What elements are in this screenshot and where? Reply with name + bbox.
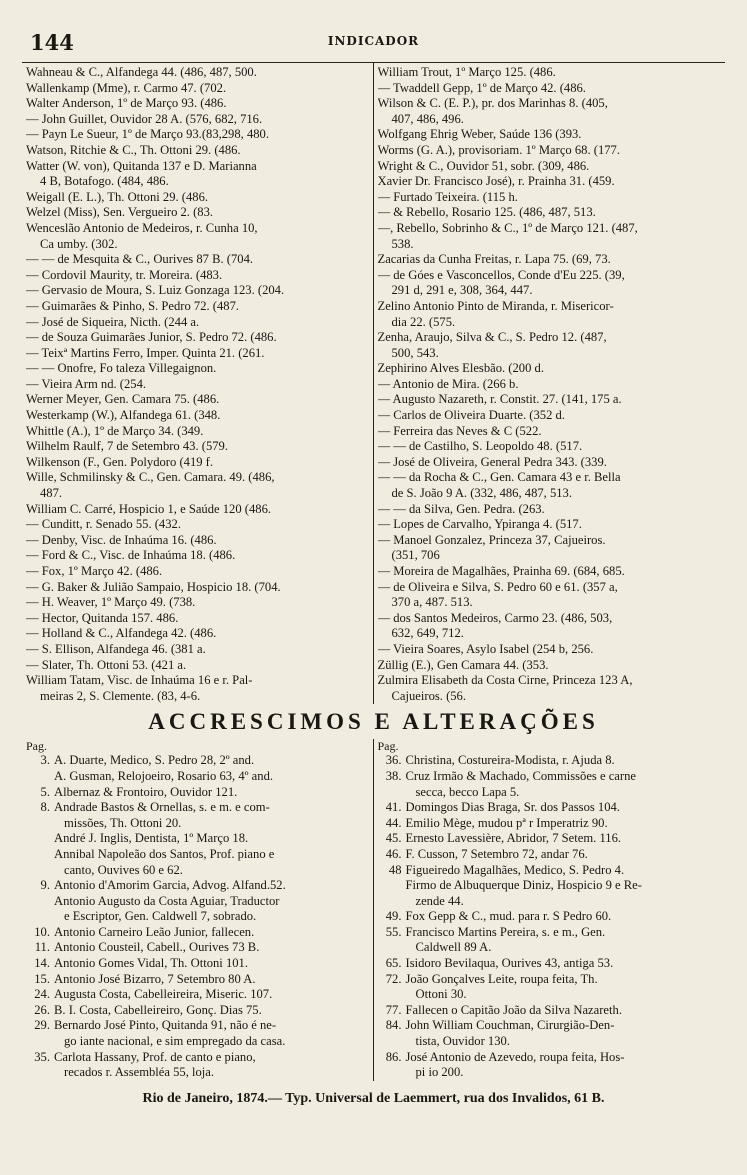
directory-entry: — Ferreira das Neves & C (522. [377,423,542,438]
directory-entry: Whittle (A.), 1º de Março 34. (349. [26,423,204,438]
addition-text: missões, Th. Ottoni 20. [64,815,182,830]
addition-text: Caldwell 89 A. [415,940,492,955]
addition-entry [378,753,722,769]
addition-text: Francisco Martins Pereira, s. e m., Gen. [405,924,606,939]
addition-entry [26,894,369,910]
addition-entry [378,769,722,785]
directory-entry: Wright & C., Ouvidor 51, sobr. (309, 486. [377,158,590,173]
directory-entry: dia 22. (575. [391,314,456,329]
addition-text: Antonio Carneiro Leão Junior, fallecen. [54,924,255,939]
directory-entry: Züllig (E.), Gen Camara 44. (353. [377,657,549,672]
directory-entry: — S. Ellison, Alfandega 46. (381 a. [26,641,206,656]
addition-entry [26,831,369,847]
addition-entry [378,863,722,879]
directory-entry: — Vieira Arm nd. (254. [26,376,147,391]
directory-entry: Wallenkamp (Mme), r. Carmo 47. (702. [26,80,227,95]
addition-entry [26,847,369,863]
addition-page-ref: 29. [34,1018,50,1033]
directory-entry: William Tatam, Visc. de Inhaúma 16 e r. Pal- [26,673,253,688]
directory-entry: (351, 706 [391,548,440,563]
addition-page-ref: 45. [385,831,402,846]
addition-page-ref: 14. [34,956,50,971]
addition-text: Antonio José Bizarro, 7 Setembro 80 A. [54,971,256,986]
directory-entry: — G. Baker & Julião Sampaio, Hospicio 18. (704. [26,579,281,594]
directory-entry: — — de Castilho, S. Leopoldo 48. (517. [377,439,583,454]
directory-entry: — de Oliveira e Silva, S. Pedro 60 e 61. (357 a, [377,579,618,594]
directory-entry: — John Guillet, Ouvidor 28 A. (576, 682, 716. [26,111,263,126]
additions-left-entries [26,753,369,1080]
directory-entry: — Guimarães & Pinho, S. Pedro 72. (487. [26,298,240,313]
addition-page-ref: 3. [40,753,50,768]
directory-entry: — Ford & C., Visc. de Inhaúma 18. (486. [26,548,236,563]
addition-text: José Antonio de Azevedo, roupa feita, Hos- [405,1049,625,1064]
addition-page-ref: 36. [385,753,402,768]
addition-entry [378,1003,722,1019]
directory-entry: Wolfgang Ehrig Weber, Saúde 136 (393. [377,127,582,142]
directory-entry: — — Onofre, Fo taleza Villegaignon. [26,361,217,376]
directory-entry: — Gervasio de Moura, S. Luiz Gonzaga 123. (204. [26,283,285,298]
addition-entry [26,1050,369,1066]
addition-entry [26,753,369,769]
addition-entry [26,956,369,972]
addition-page-ref: 11. [34,940,50,955]
directory-entry: 538. [391,236,414,251]
addition-page-ref: 8. [40,800,50,815]
addition-text: zende 44. [415,893,464,908]
directory-entry: — de Souza Guimarães Junior, S. Pedro 72. (486. [26,330,277,345]
addition-entry [378,1065,722,1081]
addition-entry [26,878,369,894]
addition-text: Augusta Costa, Cabelleireira, Miseric. 107. [54,987,273,1002]
addition-entry [378,878,722,894]
directory-entry: — Augusto Nazareth, r. Constit. 27. (141, 175 a. [377,392,622,407]
addition-text: go iante nacional, e sim empregado da casa. [64,1034,286,1049]
directory-entry: Wahneau & C., Alfandega 44. (486, 487, 500. [26,65,257,79]
addition-page-ref: 24. [34,987,50,1002]
addition-page-ref: 26. [34,1002,50,1017]
directory-entry: William C. Carré, Hospicio 1, e Saúde 120 (486. [26,501,272,516]
addition-text: tista, Ouvidor 130. [415,1034,510,1049]
addition-text: e Escriptor, Gen. Caldwell 7, sobrado. [64,909,257,924]
addition-page-ref: 49. [385,909,402,924]
directory-entry: — H. Weaver, 1º Março 49. (738. [26,595,196,610]
addition-text: secca, becco Lapa 5. [415,784,520,799]
directory-entry: — Cunditt, r. Senado 55. (432. [26,517,181,532]
directory-entry: — Teixª Martins Ferro, Imper. Quinta 21. (261. [26,345,265,360]
directory-entry: 500, 543. [391,345,439,360]
directory-entry: — José de Oliveira, General Pedra 343. (339. [377,454,607,469]
directory-entry: — Twaddell Gepp, 1º de Março 42. (486. [377,80,586,95]
addition-entry [26,940,369,956]
directory-entry: Wilkenson (F., Gen. Polydoro (419 f. [26,454,214,469]
directory-entry: Werner Meyer, Gen. Camara 75. (486. [26,392,220,407]
directory-entry: Zulmira Elisabeth da Costa Cirne, Princeza 123 A, [377,673,633,688]
directory-entry: Xavier Dr. Francisco José), r. Prainha 31. (459. [377,174,615,189]
addition-text: F. Cusson, 7 Setembro 72, andar 76. [405,846,588,861]
directory-entry: 487. [40,486,63,501]
directory-entry: Zenha, Araujo, Silva & C., S. Pedro 12. (487, [377,330,607,345]
addition-entry [378,940,722,956]
addition-page-ref: 35. [34,1049,50,1064]
addition-text: Antonio Augusto da Costa Aguiar, Traductor [54,893,280,908]
addition-entry [26,987,369,1003]
directory-entry: — Cordovil Maurity, tr. Moreira. (483. [26,267,223,282]
addition-text: Annibal Napoleão dos Santos, Prof. piano e [54,846,275,861]
right-column [374,63,726,704]
directory-entry: Ca umby. (302. [40,236,118,251]
directory-entry: — Furtado Teixeira. (115 h. [377,189,518,204]
addition-text: Antonio Gomes Vidal, Th. Ottoni 101. [54,956,248,971]
directory-entry: Weigall (E. L.), Th. Ottoni 29. (486. [26,189,209,204]
directory-entry: — Fox, 1º Março 42. (486. [26,564,163,578]
directory-entry: — de Góes e Vasconcellos, Conde d'Eu 225. (39, [377,267,625,282]
addition-page-ref: 38. [385,768,402,783]
directory-entry: — & Rebello, Rosario 125. (486, 487, 513. [377,205,596,220]
addition-page-ref: 44. [385,815,402,830]
addition-entry [26,972,369,988]
addition-entry [378,1018,722,1034]
addition-text: pi io 200. [415,1065,464,1080]
directory-entry: 632, 649, 712. [391,626,464,641]
addition-page-ref: 10. [34,924,50,939]
directory-entry: de S. João 9 A. (332, 486, 487, 513. [391,486,573,501]
directory-entry: — Antonio de Mira. (266 b. [377,376,519,391]
additions-right [374,739,726,1080]
addition-page-ref: 84. [385,1018,402,1033]
directory-entry: Welzel (Miss), Sen. Vergueiro 2. (83. [26,205,214,220]
addition-text: Andrade Bastos & Ornellas, s. e m. e com- [54,800,270,815]
addition-page-ref: 77. [385,1002,402,1017]
directory-entry: Worms (G. A.), provisoriam. 1º Março 68. (177. [377,142,620,157]
directory-entry: Watter (W. von), Quitanda 137 e D. Marianna [26,158,257,173]
directory-entry: 407, 486, 496. [391,111,464,126]
directory-entry: — Holland & C., Alfandega 42. (486. [26,626,217,641]
pag-label: Pag. [26,739,47,754]
addition-entry [26,816,369,832]
addition-entry [378,925,722,941]
addition-text: Christina, Costureira-Modista, r. Ajuda 8. [405,753,615,768]
directory-entry: Zelino Antonio Pinto de Miranda, r. Misericor- [377,298,614,313]
directory-entry: —, Rebello, Sobrinho & C., 1º de Março 121. (487, [377,220,638,235]
addition-entry [26,1018,369,1034]
directory-entry: — — da Rocha & C., Gen. Camara 43 e r. Bella [377,470,621,485]
addition-entry [378,1034,722,1050]
addition-entry [378,847,722,863]
page-header [22,30,725,58]
addition-page-ref: 72. [385,971,402,986]
addition-page-ref: 65. [385,956,402,971]
addition-text: Antonio d'Amorim Garcia, Advog. Alfand.52. [54,878,286,893]
directory-entry: Wille, Schmilinsky & C., Gen. Camara. 49. (486, [26,470,275,485]
addition-text: Ottoni 30. [415,987,467,1002]
left-column [22,63,374,704]
addition-entry [378,816,722,832]
directory-entry: Cajueiros. (56. [391,688,466,703]
directory-entry: meiras 2, S. Clemente. (83, 4-6. [40,688,201,703]
directory-entry: — Payn Le Sueur, 1º de Março 93.(83,298, 480. [26,127,269,142]
directory-entry: — Carlos de Oliveira Duarte. (352 d. [377,408,565,423]
page-number: 144 [30,30,74,55]
addition-text: Carlota Hassany, Prof. de canto e piano, [54,1049,256,1064]
addition-text: Ernesto Lavessière, Abridor, 7 Setem. 116. [405,831,622,846]
addition-text: canto, Ouvives 60 e 62. [64,862,183,877]
directory-entry: — Vieira Soares, Asylo Isabel (254 b, 256. [377,641,594,656]
additions-right-entries [378,753,722,1080]
addition-page-ref: 9. [40,878,50,893]
directory-entry: — — de Mesquita & C., Ourives 87 B. (704. [26,252,254,267]
addition-entry [378,972,722,988]
directory-entry: — — da Silva, Gen. Pedra. (263. [377,501,545,516]
addition-entry [378,956,722,972]
directory-entry: 4 B, Botafogo. (484, 486. [40,174,169,189]
additions-columns [22,739,725,1080]
directory-entry: — José de Siqueira, Nicth. (244 a. [26,314,200,329]
addition-page-ref: 55. [385,924,402,939]
addition-entry [26,769,369,785]
addition-text: John William Couchman, Cirurgião-Den- [405,1018,615,1033]
addition-entry [378,894,722,910]
addition-entry [26,909,369,925]
addition-entry [378,1050,722,1066]
addition-page-ref: 5. [40,784,50,799]
addition-entry [26,1003,369,1019]
directory-entry: — Manoel Gonzalez, Princeza 37, Cajueiros. [377,532,606,547]
addition-text: Fox Gepp & C., mud. para r. S Pedro 60. [405,909,612,924]
addition-text: Cruz Irmão & Machado, Commissões e carne [405,768,636,783]
directory-entry: — dos Santos Medeiros, Carmo 23. (486, 503, [377,610,613,625]
directory-columns [22,62,725,704]
directory-entry: — Lopes de Carvalho, Ypiranga 4. (517. [377,517,582,532]
directory-entry: Zephirino Alves Elesbão. (200 d. [377,361,544,376]
addition-text: A. Gusman, Relojoeiro, Rosario 63, 4º and. [54,768,274,783]
addition-entry [378,987,722,1003]
addition-text: Figueiredo Magalhães, Medico, S. Pedro 4. [405,862,625,877]
addition-page-ref: 48 [388,862,402,877]
directory-entry: William Trout, 1º Março 125. (486. [377,65,556,79]
addition-entry [378,800,722,816]
directory-entry: — Slater, Th. Ottoni 53. (421 a. [26,657,187,672]
addition-entry [26,1065,369,1081]
addition-page-ref: 15. [34,971,50,986]
addition-text: Firmo de Albuquerque Diniz, Hospicio 9 e Re- [405,878,642,893]
addition-entry [378,831,722,847]
addition-entry [26,785,369,801]
addition-entry [26,863,369,879]
addition-text: B. I. Costa, Cabelleireiro, Gonç. Dias 75. [54,1002,262,1017]
directory-entry: Wilson & C. (E. P.), pr. dos Marinhas 8. (405, [377,96,608,111]
directory-entry: Watson, Ritchie & C., Th. Ottoni 29. (486. [26,142,241,157]
addition-text: Antonio Cousteil, Cabell., Ourives 73 B. [54,940,260,955]
additions-heading: ACCRESCIMOS E ALTERAÇÕES [148,709,599,735]
addition-text: A. Duarte, Medico, S. Pedro 28, 2º and. [54,753,255,768]
addition-text: Domingos Dias Braga, Sr. dos Passos 104. [405,800,620,815]
pag-label: Pag. [377,739,399,754]
addition-text: João Gonçalves Leite, roupa feita, Th. [405,971,598,986]
directory-entry: 370 a, 487. 513. [391,595,473,610]
addition-text: recados r. Assembléa 55, loja. [64,1065,215,1080]
running-title: INDICADOR [327,34,420,48]
addition-page-ref: 46. [385,846,402,861]
directory-entry: Zacarias da Cunha Freitas, r. Lapa 75. (69, 73. [377,252,611,267]
directory-entry: — Moreira de Magalhães, Prainha 69. (684, 685. [377,564,625,578]
addition-entry [26,1034,369,1050]
directory-entry: Wenceslão Antonio de Medeiros, r. Cunha 10, [26,220,258,235]
directory-entry: 291 d, 291 e, 308, 364, 447. [391,283,533,298]
addition-text: Fallecen o Capitão João da Silva Nazareth. [405,1002,622,1017]
addition-text: André J. Inglis, Dentista, 1º Março 18. [54,831,249,846]
addition-text: Isidoro Bevilaqua, Ourives 43, antiga 53. [405,956,614,971]
directory-entry: Westerkamp (W.), Alfandega 61. (348. [26,408,221,423]
addition-entry [378,909,722,925]
directory-entry: — Denby, Visc. de Inhaúma 16. (486. [26,532,217,547]
addition-page-ref: 41. [385,800,402,815]
addition-entry [26,800,369,816]
imprint-footer: Rio de Janeiro, 1874.— Typ. Universal de Laemmert, rua dos Invalidos, 61 B. [142,1090,605,1106]
addition-page-ref: 86. [385,1049,402,1064]
addition-text: Albernaz & Frontoiro, Ouvidor 121. [54,784,238,799]
additions-left [22,739,374,1080]
directory-entry: Wilhelm Raulf, 7 de Setembro 43. (579. [26,439,229,454]
addition-text: Bernardo José Pinto, Quitanda 91, não é ne- [54,1018,277,1033]
directory-entry: — Hector, Quitanda 157. 486. [26,610,179,625]
addition-entry [26,925,369,941]
addition-text: Emilio Mège, mudou pª r Imperatriz 90. [405,815,608,830]
directory-entry: Walter Anderson, 1º de Março 93. (486. [26,96,227,111]
addition-entry [378,785,722,801]
